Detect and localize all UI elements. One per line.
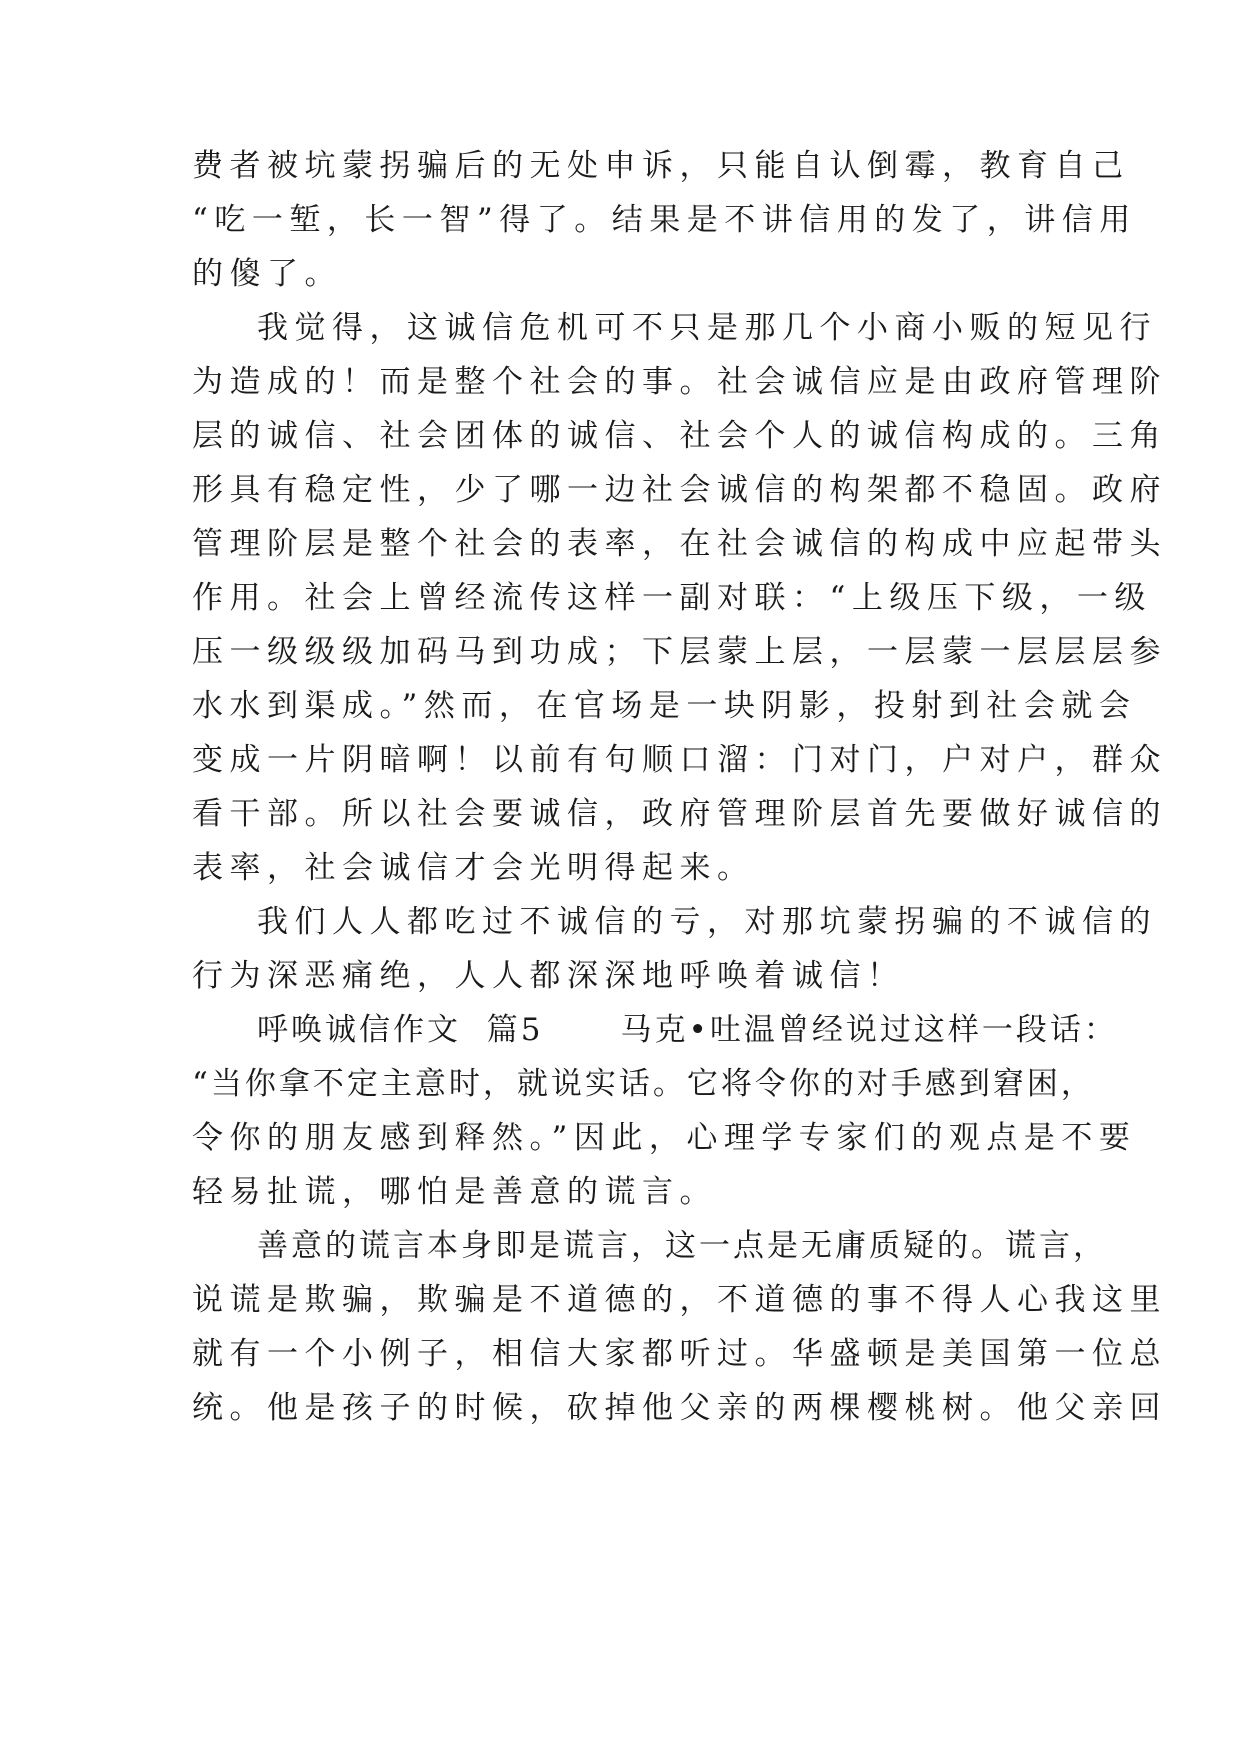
text-line: 行为深恶痛绝，人人都深深地呼唤着诚信！ — [192, 958, 905, 994]
section-heading-line: 呼唤诚信作文 篇5 马克•吐温曾经说过这样一段话： — [257, 1012, 1118, 1048]
text-line: 压一级级级加码马到功成；下层蒙上层，一层蒙一层层层参 — [192, 634, 1167, 670]
text-line: “当你拿不定主意时，就说实话。它将令你的对手感到窘困， — [192, 1066, 1095, 1102]
text-line: 令你的朋友感到释然。”因此，心理学专家们的观点是不要 — [192, 1120, 1137, 1156]
text-line: 看干部。所以社会要诚信，政府管理阶层首先要做好诚信的 — [192, 796, 1167, 832]
text-line: 费者被坑蒙拐骗后的无处申诉，只能自认倒霉，教育自己 — [192, 148, 1130, 184]
text-line: 善意的谎言本身即是谎言，这一点是无庸质疑的。谎言， — [257, 1228, 1107, 1264]
text-line: 我觉得，这诚信危机可不只是那几个小商小贩的短见行 — [257, 310, 1157, 346]
text-line: 统。他是孩子的时候，砍掉他父亲的两棵樱桃树。他父亲回 — [192, 1390, 1167, 1426]
text-line: 说谎是欺骗，欺骗是不道德的，不道德的事不得人心我这里 — [192, 1282, 1167, 1318]
text-line: 的傻了。 — [192, 256, 342, 292]
text-line: 我们人人都吃过不诚信的亏，对那坑蒙拐骗的不诚信的 — [257, 904, 1157, 940]
text-line: 管理阶层是整个社会的表率，在社会诚信的构成中应起带头 — [192, 526, 1167, 562]
text-line: 作用。社会上曾经流传这样一副对联：“上级压下级，一级 — [192, 580, 1152, 616]
text-line: “吃一堑，长一智”得了。结果是不讲信用的发了，讲信用 — [192, 202, 1137, 238]
text-line: 层的诚信、社会团体的诚信、社会个人的诚信构成的。三角 — [192, 418, 1167, 454]
text-line: 形具有稳定性，少了哪一边社会诚信的构架都不稳固。政府 — [192, 472, 1167, 508]
text-line: 轻易扯谎，哪怕是善意的谎言。 — [192, 1174, 717, 1210]
text-line: 水水到渠成。”然而，在官场是一块阴影，投射到社会就会 — [192, 688, 1137, 724]
text-line: 为造成的！而是整个社会的事。社会诚信应是由政府管理阶 — [192, 364, 1167, 400]
text-line: 变成一片阴暗啊！以前有句顺口溜：门对门，户对户，群众 — [192, 742, 1167, 778]
text-line: 表率，社会诚信才会光明得起来。 — [192, 850, 755, 886]
text-line: 就有一个小例子，相信大家都听过。华盛顿是美国第一位总 — [192, 1336, 1167, 1372]
